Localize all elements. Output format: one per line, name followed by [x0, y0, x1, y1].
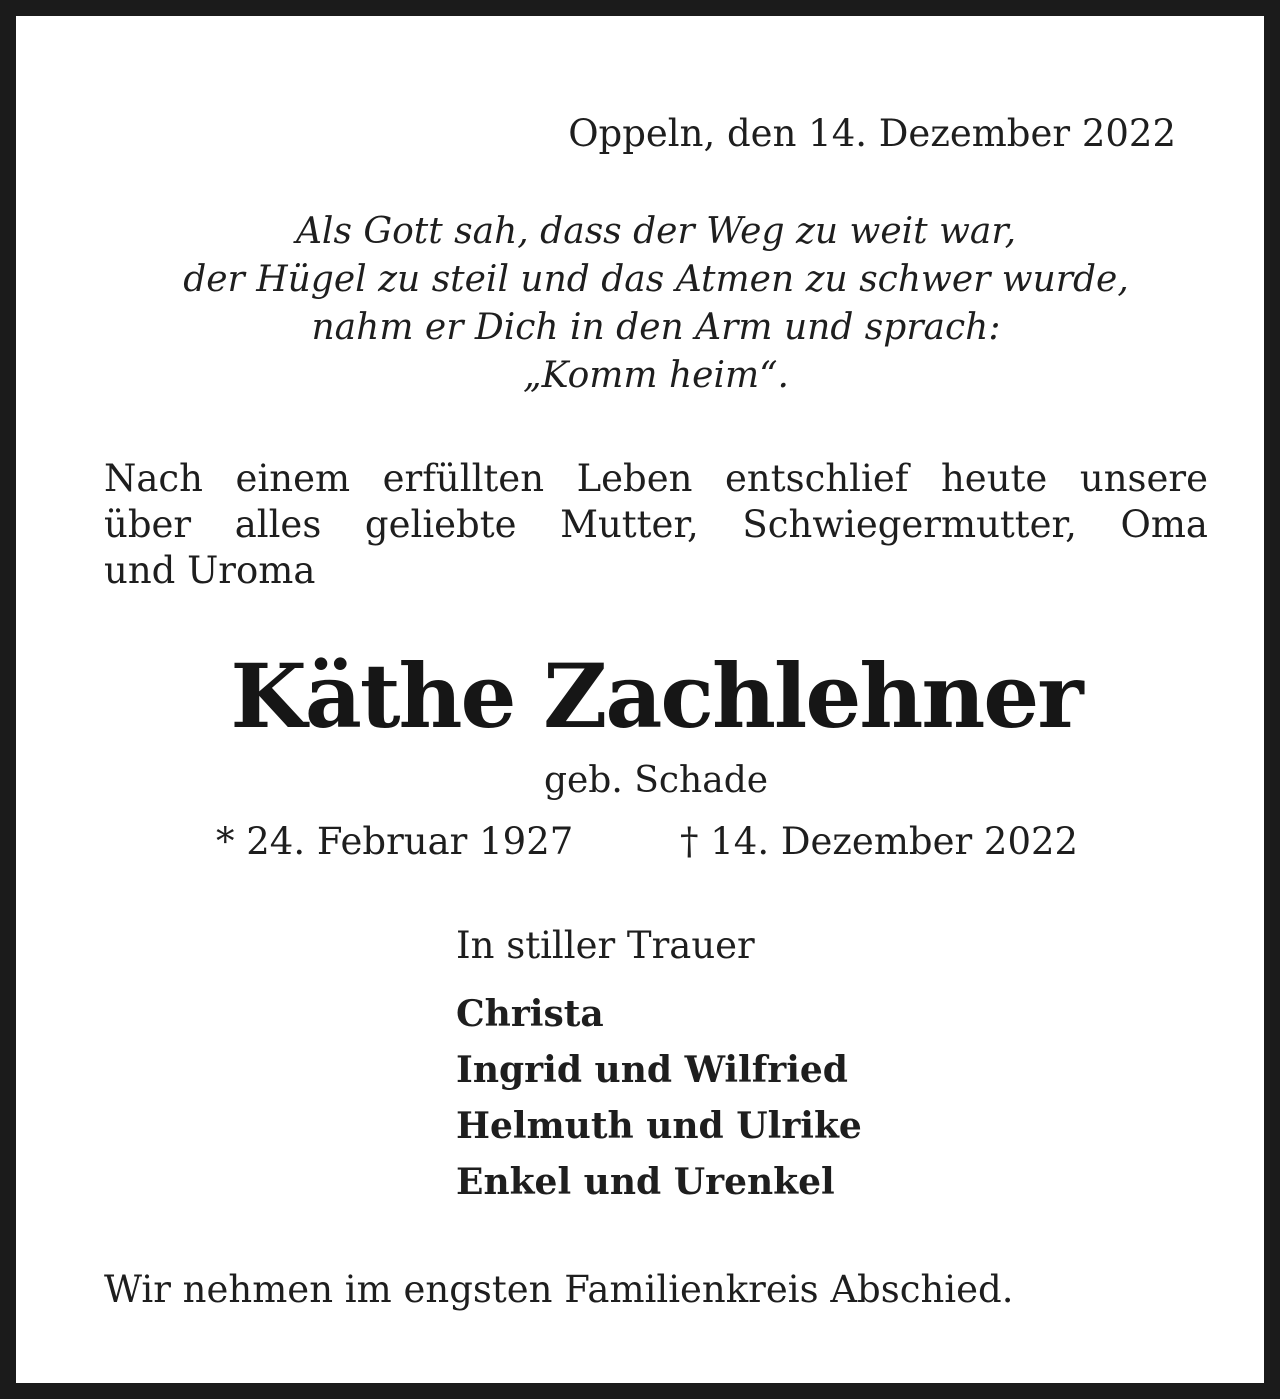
mourner-name: Enkel und Urenkel	[456, 1161, 835, 1203]
maiden-name: geb. Schade	[543, 760, 769, 801]
mourning-label: In stiller Trauer	[456, 924, 755, 967]
death-date: † 14. Dezember 2022	[680, 820, 1079, 863]
mourner-name: Ingrid und Wilfried	[456, 1049, 848, 1091]
poem	[16, 208, 1280, 400]
place-date: Oppeln, den 14. Dezember 2022	[568, 112, 1176, 155]
poem-line: der Hügel zu steil und das Atmen zu schwer wurde,	[183, 259, 1129, 300]
intro-line: und Uroma	[104, 549, 316, 592]
poem-line: „Komm heim“.	[523, 355, 789, 396]
intro-line: über alles geliebte Mutter, Schwiegermutter, Oma	[104, 503, 1208, 546]
mourners-list	[456, 986, 862, 1210]
birth-date: * 24. Februar 1927	[216, 820, 574, 863]
poem-line: nahm er Dich in den Arm und sprach:	[311, 307, 1001, 348]
farewell-text: Wir nehmen im engsten Familienkreis Abschied.	[104, 1268, 1014, 1311]
intro-text	[104, 456, 1208, 594]
mourner-name: Christa	[456, 993, 604, 1035]
mourner-name: Helmuth und Ulrike	[456, 1105, 862, 1147]
intro-line: Nach einem erfüllten Leben entschlief heute unsere	[104, 457, 1208, 500]
poem-line: Als Gott sah, dass der Weg zu weit war,	[295, 211, 1017, 252]
deceased-name: Käthe Zachlehner	[230, 644, 1082, 748]
